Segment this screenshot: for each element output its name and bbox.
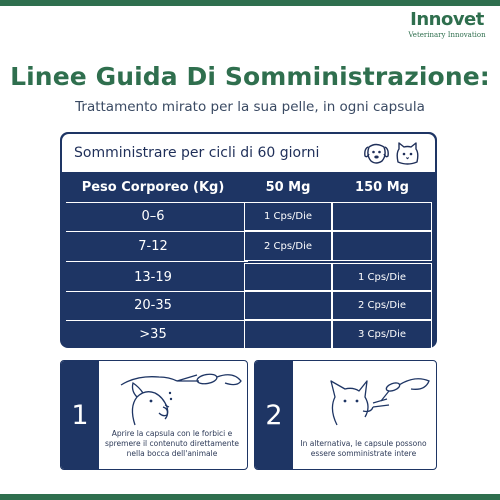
panel-header — [62, 134, 435, 172]
dose-150-cell — [332, 202, 432, 231]
table-header-row — [62, 174, 432, 200]
dose-150-cell: 3 Cps/Die — [332, 320, 432, 349]
dose-50-cell — [244, 320, 332, 349]
dose-50-cell — [244, 291, 332, 320]
dose-50-cell: 2 Cps/Die — [244, 231, 332, 261]
table-row — [62, 202, 432, 231]
page-subtitle: Trattamento mirato per la sua pelle, in ogni capsula — [75, 99, 425, 115]
weight-cell: >35 — [139, 327, 167, 342]
table-row — [62, 263, 432, 291]
dose-150-cell: 1 Cps/Die — [332, 263, 432, 291]
top-accent-bar — [0, 0, 500, 6]
table-row — [62, 231, 432, 261]
dose-150-cell: 2 Cps/Die — [332, 291, 432, 320]
logo-tagline: Veterinary Innovation — [408, 31, 486, 39]
dose-150-cell — [332, 231, 432, 261]
step-description: Aprire la capsula con le forbici e spremere il contenuto direttamente nella bocca dell'animale — [104, 429, 240, 458]
dose-50-cell: 1 Cps/Die — [244, 202, 332, 231]
weight-cell: 13-19 — [134, 269, 172, 285]
brand-logo — [404, 10, 490, 40]
cat-face-icon — [394, 141, 421, 165]
table-row — [62, 320, 432, 349]
weight-cell: 0–6 — [141, 209, 165, 224]
page-title: Linee Guida Di Somministrazione: — [10, 62, 490, 91]
column-header-50mg: 50 Mg — [265, 179, 311, 195]
dose-50-cell — [244, 263, 332, 291]
logo-wordmark: Innovet — [410, 9, 484, 30]
step-card-2 — [254, 360, 437, 470]
table-row — [62, 291, 432, 320]
bottom-accent-bar — [0, 494, 500, 500]
step-number: 2 — [255, 361, 293, 469]
step-number: 1 — [61, 361, 99, 469]
dog-face-icon — [363, 141, 390, 165]
column-header-weight: Peso Corporeo (Kg) — [81, 179, 225, 195]
weight-cell: 7-12 — [138, 238, 168, 254]
step-card-1 — [60, 360, 248, 470]
divider — [66, 261, 248, 262]
step-description: In alternativa, le capsule possono essere somministrate intere — [300, 439, 427, 458]
dog-capsule-illustration — [107, 367, 247, 433]
column-header-150mg: 150 Mg — [355, 179, 409, 195]
cycle-instruction: Somministrare per cicli di 60 giorni — [74, 145, 320, 161]
cat-capsule-illustration — [301, 367, 436, 433]
weight-cell: 20-35 — [134, 298, 172, 313]
